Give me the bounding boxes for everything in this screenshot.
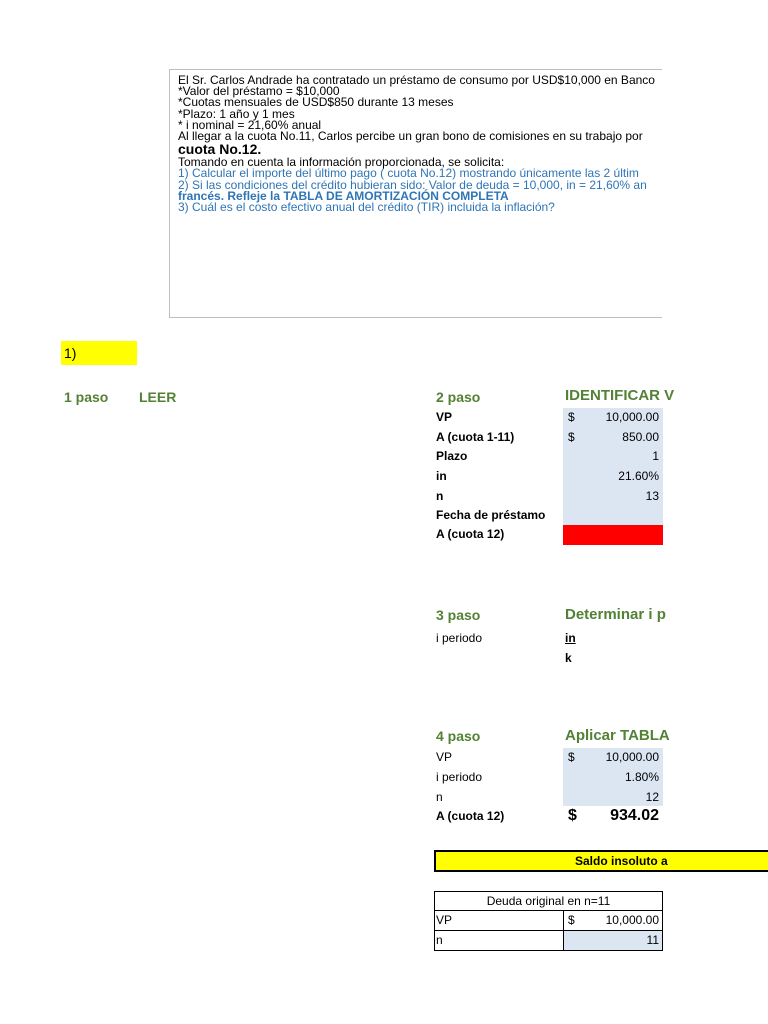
problem-line: El Sr. Carlos Andrade ha contratado un préstamo de consumo por USD$10,000 en Banco (178, 73, 655, 87)
problem-line: 2) Si las condiciones del crédito hubieran sido: Valor de deuda = 10,000, in = 21,60% an (178, 177, 647, 192)
problem-line: * i nominal = 21,60% anual (178, 117, 322, 132)
cuota12-result-value[interactable]: 934.02 (610, 807, 659, 824)
deuda-row-label: n (436, 933, 443, 947)
step3-title: Determinar i p (565, 606, 666, 623)
step2-row-value[interactable]: 21.60% (618, 469, 659, 483)
formula-numerator[interactable]: in (565, 631, 576, 645)
step2-label: 2 paso (436, 389, 481, 405)
step4-label: 4 paso (436, 728, 481, 744)
step4-row-value[interactable]: 10,000.00 (605, 750, 659, 764)
step4-row-label: VP (436, 750, 453, 764)
deuda-row-currency: $ (568, 913, 575, 927)
problem-line: *Plazo: 1 año y 1 mes (178, 106, 295, 121)
step2-row-currency: $ (568, 410, 575, 424)
problem-line: *Valor del préstamo = $10,000 (178, 84, 340, 99)
step4-title: Aplicar TABLA (565, 727, 670, 744)
step2-row-currency: $ (568, 430, 575, 444)
saldo-insoluto-text: Saldo insoluto a (575, 854, 668, 868)
step2-row-label: Plazo (436, 449, 468, 463)
problem-statement-box (169, 69, 662, 318)
step4-row-label: n (436, 790, 443, 804)
problem-line: Al llegar a la cuota No.11, Carlos percibe un gran bono de comisiones en su trabajo por (178, 129, 643, 144)
problem-line: 3) Cuál es el costo efectivo anual del crédito (TIR) incluida la inflación? (178, 200, 555, 215)
step4-row-value[interactable]: 1.80% (624, 770, 659, 784)
step2-row-value[interactable]: 1 (652, 449, 659, 463)
deuda-row-value[interactable]: 11 (646, 933, 659, 947)
step4-row-currency: $ (568, 750, 575, 764)
deuda-row-value[interactable]: 10,000.00 (605, 913, 659, 927)
step2-row-label: Fecha de préstamo (436, 508, 546, 522)
deuda-table-header: Deuda original en n=11 (486, 894, 611, 908)
step4-row-currency: $ (568, 807, 577, 824)
step2-values-block (563, 408, 663, 525)
problem-line: francés. Refleje la TABLA DE AMORTIZACIÓN COMPLETA (178, 188, 509, 203)
deuda-row-label: VP (436, 913, 453, 927)
step2-title: IDENTIFICAR V (565, 387, 675, 404)
problem-line: Tomando en cuenta la información proporcionada, se solicita: (178, 155, 505, 170)
step2-row-value[interactable]: 13 (645, 489, 659, 503)
problem-line: *Cuotas mensuales de USD$850 durante 13 meses (178, 95, 454, 110)
formula-denominator[interactable]: k (565, 651, 572, 665)
cuota12-result-cell[interactable] (563, 525, 663, 545)
step2-row-label: VP (436, 410, 453, 424)
step4-row-value[interactable]: 12 (645, 790, 659, 804)
step2-row-label: in (436, 469, 447, 483)
step2-row-label: A (cuota 12) (436, 527, 505, 541)
step3-label: 3 paso (436, 607, 481, 623)
section-number: 1) (64, 345, 77, 361)
step1-label: 1 paso (64, 389, 109, 405)
step2-row-label: n (436, 489, 444, 503)
step2-row-value[interactable]: 10,000.00 (605, 410, 659, 424)
problem-line: 1) Calcular el importe del último pago ( cuota No.12) mostrando únicamente las 2 últim (178, 166, 639, 181)
step1-title: LEER (139, 389, 177, 405)
step4-row-label: A (cuota 12) (436, 809, 505, 823)
step2-row-label: A (cuota 1-11) (436, 430, 515, 444)
step4-row-label: i periodo (436, 770, 483, 784)
step3-row-label: i periodo (436, 631, 483, 645)
problem-line: cuota No.12. (178, 141, 262, 158)
step2-row-value[interactable]: 850.00 (622, 430, 659, 444)
